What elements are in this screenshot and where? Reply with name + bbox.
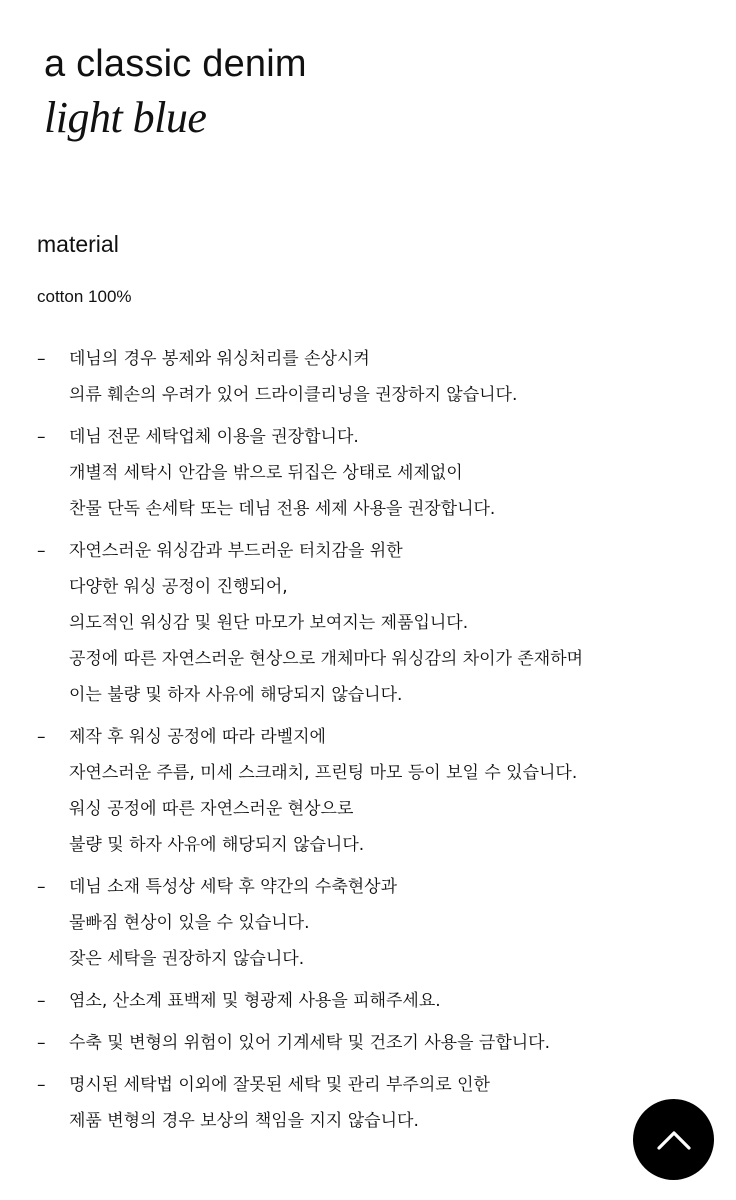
care-item-line: 의도적인 워싱감 및 원단 마모가 보여지는 제품입니다. — [69, 613, 469, 633]
care-item-line: 개별적 세탁시 안감을 밖으로 뒤집은 상태로 세제없이 — [69, 463, 463, 483]
care-item-line: 잦은 세탁을 권장하지 않습니다. — [69, 949, 305, 969]
list-dash: – — [37, 877, 46, 897]
material-section — [37, 228, 697, 1145]
material-heading: material — [37, 231, 119, 257]
care-item — [37, 533, 697, 713]
care-item-line: 불량 및 하자 사유에 해당되지 않습니다. — [69, 835, 365, 855]
care-item-line: 제품 변형의 경우 보상의 책임을 지지 않습니다. — [69, 1111, 419, 1131]
care-item — [37, 869, 697, 977]
chevron-up-icon — [656, 1129, 692, 1151]
product-color-name: light blue — [44, 93, 207, 142]
care-item — [37, 719, 697, 863]
care-item-line: 이는 불량 및 하자 사유에 해당되지 않습니다. — [69, 685, 403, 705]
care-item-line: 데님의 경우 봉제와 워싱처리를 손상시켜 — [69, 349, 370, 369]
care-item-line: 염소, 산소계 표백제 및 형광제 사용을 피해주세요. — [69, 991, 441, 1011]
care-instructions-list — [37, 341, 697, 1139]
list-dash: – — [37, 1033, 46, 1053]
care-item-line: 다양한 워싱 공정이 진행되어, — [69, 577, 288, 597]
list-dash: – — [37, 349, 46, 369]
care-item — [37, 419, 697, 527]
product-header — [44, 40, 307, 144]
product-title: a classic denim — [44, 43, 307, 85]
list-dash: – — [37, 541, 46, 561]
care-item — [37, 341, 697, 413]
care-item-line: 찬물 단독 손세탁 또는 데님 전용 세제 사용을 권장합니다. — [69, 499, 496, 519]
care-item-line: 수축 및 변형의 위험이 있어 기계세탁 및 건조기 사용을 금합니다. — [69, 1033, 551, 1053]
care-item-line: 공정에 따른 자연스러운 현상으로 개체마다 워싱감의 차이가 존재하며 — [69, 649, 584, 669]
material-value: cotton 100% — [37, 287, 132, 306]
list-dash: – — [37, 427, 46, 447]
care-item-line: 데님 소재 특성상 세탁 후 약간의 수축현상과 — [69, 877, 398, 897]
care-item — [37, 1067, 697, 1139]
care-item-line: 데님 전문 세탁업체 이용을 권장합니다. — [69, 427, 359, 447]
care-item-line: 명시된 세탁법 이외에 잘못된 세탁 및 관리 부주의로 인한 — [69, 1075, 490, 1095]
list-dash: – — [37, 991, 46, 1011]
care-item-line: 워싱 공정에 따른 자연스러운 현상으로 — [69, 799, 354, 819]
care-item-line: 제작 후 워싱 공정에 따라 라벨지에 — [69, 727, 326, 747]
care-item — [37, 1025, 697, 1061]
care-item-line: 의류 훼손의 우려가 있어 드라이클리닝을 권장하지 않습니다. — [69, 385, 518, 405]
care-item-line: 물빠짐 현상이 있을 수 있습니다. — [69, 913, 310, 933]
care-item-line: 자연스러운 주름, 미세 스크래치, 프린팅 마모 등이 보일 수 있습니다. — [69, 763, 578, 783]
care-item-line: 자연스러운 워싱감과 부드러운 터치감을 위한 — [69, 541, 403, 561]
list-dash: – — [37, 727, 46, 747]
list-dash: – — [37, 1075, 46, 1095]
care-item — [37, 983, 697, 1019]
scroll-to-top-button[interactable] — [633, 1099, 714, 1180]
